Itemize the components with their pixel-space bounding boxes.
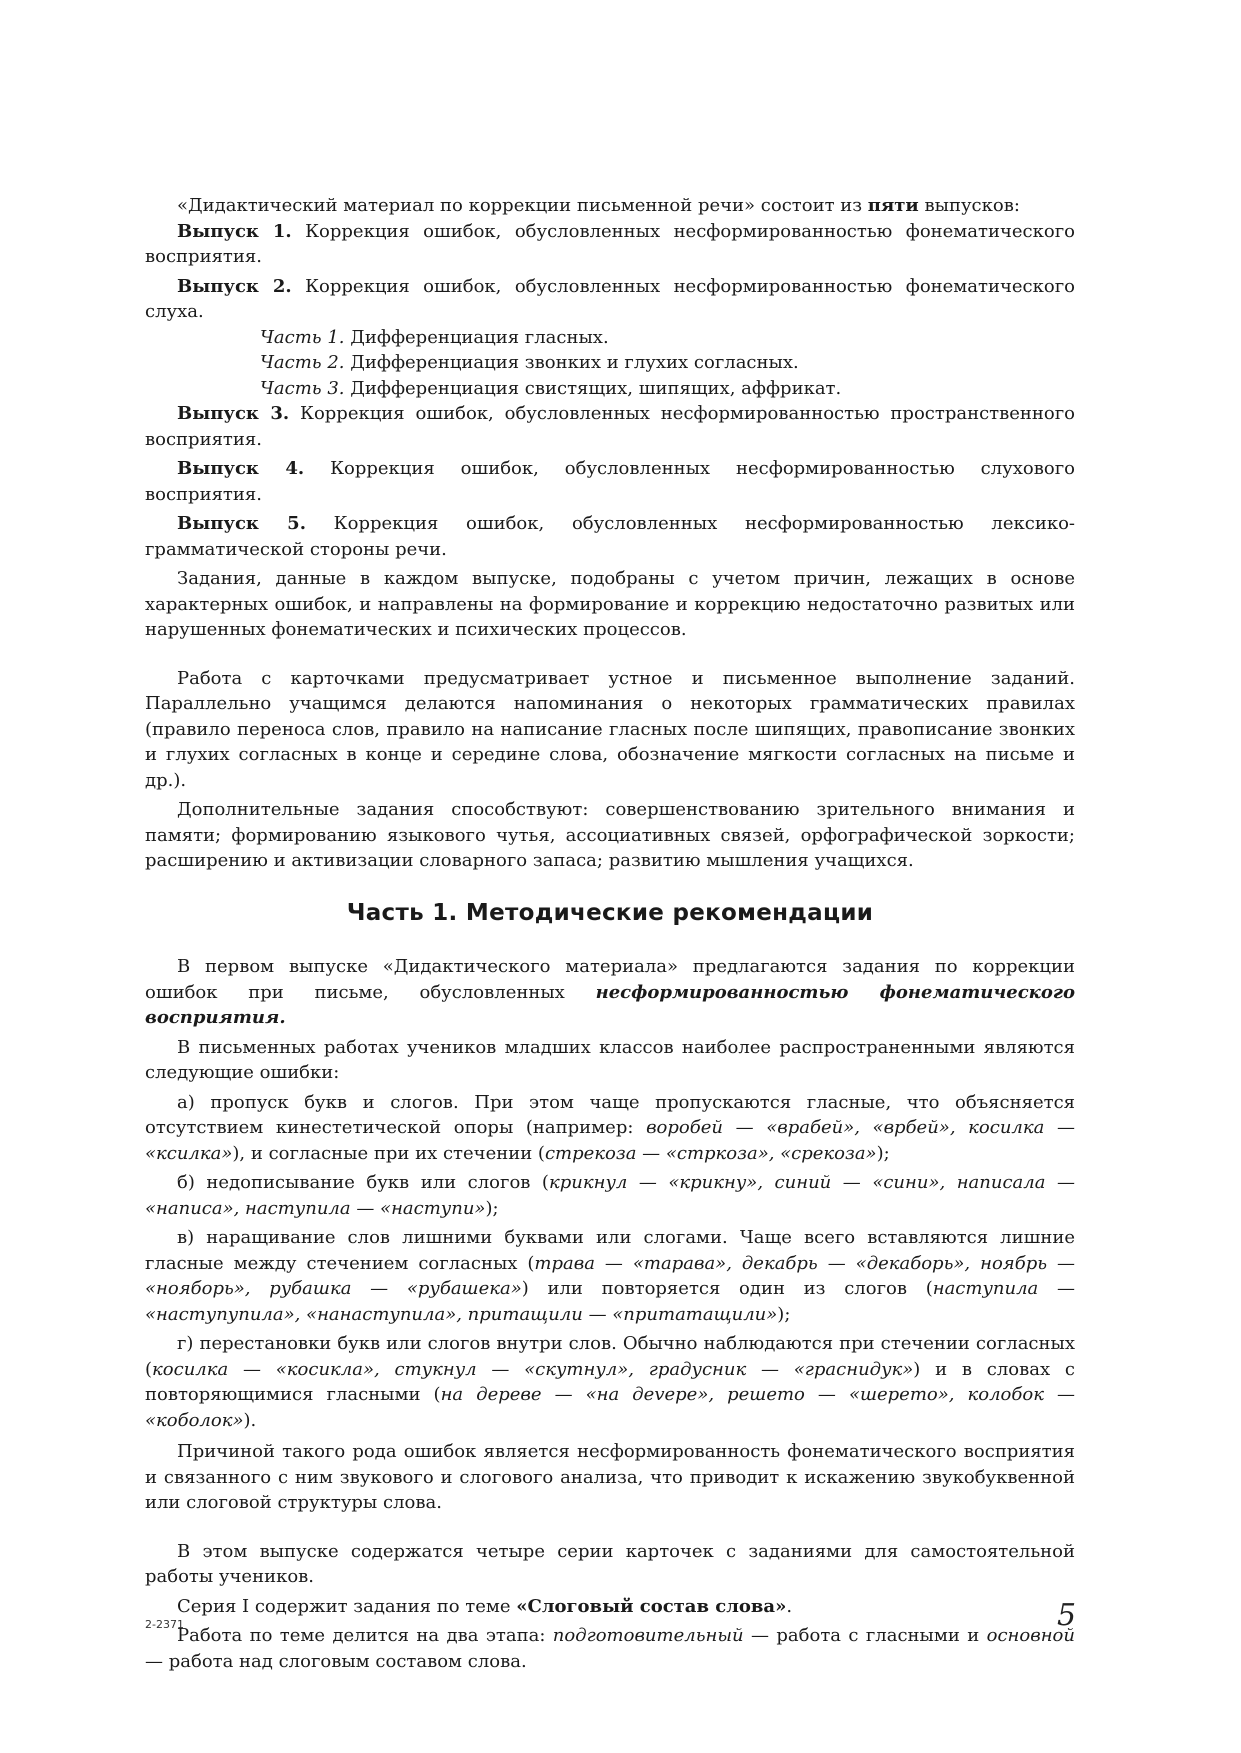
issue-text: Коррекция ошибок, обусловленных несформированностью слухового восприятия. (145, 458, 1075, 505)
intro-text-end: выпусков: (918, 195, 1020, 216)
intro-text: «Дидактический материал по коррекции письменной речи» состоит из (177, 195, 868, 216)
error-example: наступила — «наступупила», «нанаступила», притащили — «притатащили» (145, 1278, 1075, 1325)
series-paragraph: В этом выпуске содержатся четыре серии карточек с заданиями для самостоятельной работы учеников. (145, 1540, 1075, 1587)
error-text: ); (876, 1142, 890, 1164)
error-type-c (145, 1225, 1075, 1327)
error-example: крикнул — «крикну», синий — «сини», написала — «написа», наступила — «наступи» (145, 1172, 1076, 1219)
error-text: ); (777, 1303, 791, 1325)
page-body (145, 193, 1075, 1674)
part-label: Часть 3. (260, 377, 345, 399)
cause-paragraph: Причиной такого рода ошибок является несформированность фонематического восприятия и связанного с ним звукового и слогового анализа, что приводит к искажению звукобуквенной или слоговой структуры слова. (145, 1441, 1075, 1513)
stages-paragraph (145, 1623, 1075, 1674)
error-text: ). (243, 1409, 257, 1431)
error-text: ) или повторяется один из слогов ( (521, 1278, 933, 1299)
series-text: . (786, 1595, 793, 1617)
errors-intro: В письменных работах учеников младших классов наиболее распространенными являются следующие ошибки: (145, 1036, 1075, 1083)
issue-label: Выпуск 4. (177, 458, 305, 479)
issue-text: Коррекция ошибок, обусловленных несформированностью пространственного восприятия. (145, 403, 1075, 450)
error-text: а) пропуск букв и слогов. При этом чаще пропускаются гласные, что объясняется отсутствием кинестетической опоры (например: (145, 1091, 1075, 1138)
error-example: косилка — «косикла», стукнул — «скутнул», градусник — «граснидук» (152, 1358, 914, 1380)
error-text: ) и в словах с повторяющимися гласными ( (145, 1358, 1075, 1405)
error-example: трава — «тарава», декабрь — «декаборь», ноябрь — «нояборь», рубашка — «рубашека» (145, 1252, 1075, 1299)
cards-paragraph: Работа с карточками предусматривает устное и письменное выполнение заданий. Параллельно учащимся делаются напоминания о некоторых грамматических правилах (правило переноса слов, правило на написание гласных после шипящих, правописание звонких и глухих согласных в конце и середине слова, обозначение мягкости согласных на письме и др.). (145, 667, 1075, 791)
issue-text: Коррекция ошибок, обусловленных несформированностью фонематического восприятия. (145, 220, 1075, 267)
series-topic: «Слоговый состав слова» (516, 1595, 787, 1617)
issue-3 (145, 401, 1075, 452)
stages-text: Работа по теме делится на два этапа: (177, 1625, 553, 1646)
stages-text: — работа над слоговым составом слова. (145, 1650, 527, 1672)
first-issue-paragraph (145, 954, 1075, 1031)
part-label: Часть 1. (260, 326, 345, 348)
intro-emphasis: пяти (867, 195, 919, 216)
part-3 (145, 376, 1075, 402)
error-text: б) недописывание букв или слогов ( (177, 1172, 549, 1193)
first-issue-emphasis: несформированностью фонематического восприятия. (145, 981, 1075, 1028)
error-text: г) перестановки букв или слогов внутри слов. Обычно наблюдаются при стечении согласных ( (145, 1333, 1075, 1380)
issue-1 (145, 219, 1075, 270)
error-type-b (145, 1170, 1075, 1221)
error-text: в) наращивание слов лишними буквами или слогами. Чаще всего вставляются лишние гласные между стечением согласных ( (145, 1227, 1075, 1274)
footer-code: 2-2371 (145, 1618, 184, 1631)
intro-paragraph (145, 193, 1075, 219)
stage-name: подготовительный (552, 1625, 744, 1646)
part-2 (145, 350, 1075, 376)
issue-text: Коррекция ошибок, обусловленных несформированностью лексико-грамматической стороны речи. (145, 513, 1075, 560)
issue-label: Выпуск 1. (177, 220, 292, 242)
part-text: Дифференциация гласных. (344, 326, 609, 348)
error-example: воробей — «врабей», «врбей», косилка — «ксилка» (145, 1117, 1075, 1164)
section-heading: Часть 1. Методические рекомендации (346, 899, 874, 926)
part-text: Дифференциация свистящих, шипящих, аффрикат. (344, 377, 842, 399)
issue-label: Выпуск 3. (177, 403, 290, 424)
issue-5 (145, 511, 1075, 562)
stages-text: — работа с гласными и (743, 1625, 987, 1646)
series-text: Серия I содержит задания по теме (177, 1595, 517, 1617)
issue-label: Выпуск 5. (177, 513, 306, 534)
stage-name: основной (986, 1625, 1075, 1646)
error-type-a (145, 1090, 1075, 1167)
part-label: Часть 2. (260, 352, 345, 373)
first-issue-text: В первом выпуске «Дидактического материала» предлагаются задания по коррекции ошибок при письме, обусловленных (145, 956, 1075, 1003)
error-type-d (145, 1331, 1075, 1433)
error-example: стрекоза — «стркоза», «срекоза» (544, 1142, 877, 1164)
issue-2 (145, 274, 1075, 325)
issue-text: Коррекция ошибок, обусловленных несформированностью фонематического слуха. (145, 275, 1075, 322)
issue-4 (145, 456, 1075, 507)
tasks-paragraph: Задания, данные в каждом выпуске, подобраны с учетом причин, лежащих в основе характерных ошибок, и направлены на формирование и коррекцию недостаточно развитых или нарушенных фонематических и психических процессов. (145, 568, 1075, 640)
error-example: на дереве — «на деvере», решето — «шерето», колобок — «коболок» (145, 1384, 1075, 1431)
part-text: Дифференциация звонких и глухих согласных. (344, 352, 799, 373)
error-text: ), и согласные при их стечении ( (232, 1142, 545, 1164)
error-text: ); (485, 1197, 499, 1219)
part-1 (145, 325, 1075, 351)
extra-tasks-paragraph: Дополнительные задания способствуют: совершенствованию зрительного внимания и памяти; формированию языкового чутья, ассоциативных связей, орфографической зоркости; расширению и активизации словарного запаса; развитию мышления учащихся. (145, 799, 1075, 871)
series-1-paragraph (145, 1594, 1075, 1620)
issue-label: Выпуск 2. (177, 275, 292, 297)
page-number: 5 (1057, 1598, 1077, 1633)
